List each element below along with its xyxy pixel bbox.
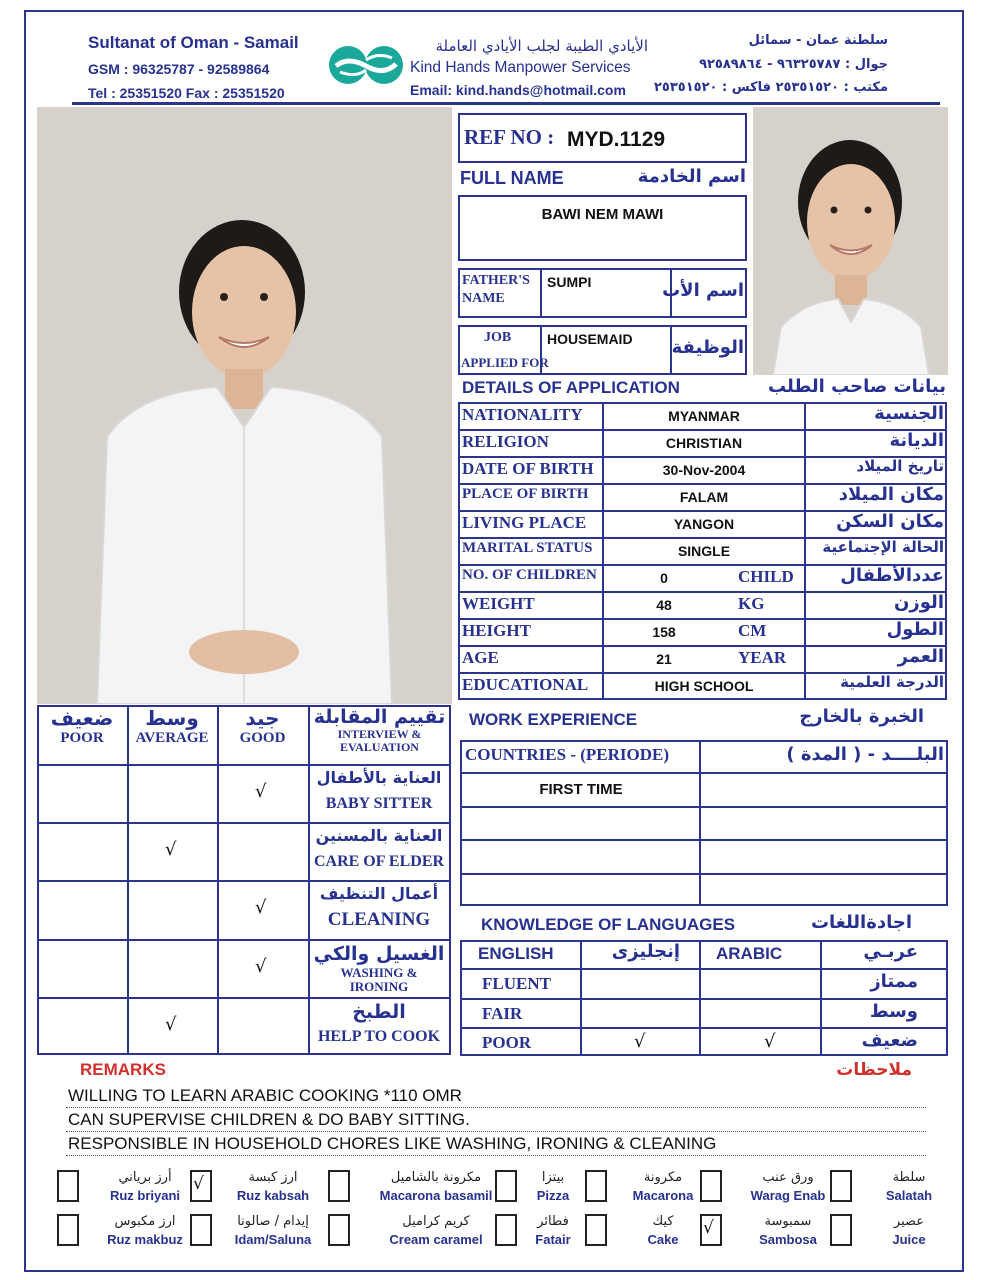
details-label-arabic: الديانة bbox=[889, 430, 944, 451]
details-label-arabic: الحالة الإجتماعية bbox=[822, 538, 944, 556]
details-label-arabic: العمر bbox=[897, 646, 944, 667]
food-label-arabic: بيتزا bbox=[541, 1170, 565, 1185]
father-label-arabic: اسم الأب bbox=[662, 280, 744, 301]
eval-row-divider bbox=[37, 939, 451, 941]
food-checkbox[interactable] bbox=[328, 1170, 350, 1202]
eval-header-divider bbox=[37, 764, 451, 766]
company-email: Email: kind.hands@hotmail.com bbox=[410, 82, 626, 98]
details-label: RELIGION bbox=[462, 432, 549, 451]
eval-skill-arabic: الطبخ bbox=[352, 1000, 406, 1023]
details-unit: YEAR bbox=[738, 648, 787, 667]
eval-skill-arabic: أعمال التنظيف bbox=[319, 884, 439, 904]
lang-level-label-arabic: وسط bbox=[869, 1001, 918, 1022]
details-value: HIGH SCHOOL bbox=[654, 678, 754, 694]
work-experience-title-arabic: الخبرة بالخارج bbox=[799, 706, 924, 727]
job-label-arabic: الوظيفة bbox=[671, 337, 744, 358]
lang-row-divider-2 bbox=[460, 998, 948, 1000]
eval-header-interview: تقييم المقابلة INTERVIEW & EVALUATION bbox=[313, 706, 446, 754]
food-label: Ruz makbuz bbox=[107, 1232, 183, 1247]
food-label: Warag Enab bbox=[750, 1188, 826, 1203]
father-name-value: SUMPI bbox=[547, 274, 592, 290]
applicant-full-photo bbox=[37, 107, 452, 704]
company-name-english: Kind Hands Manpower Services bbox=[410, 59, 631, 76]
company-name-arabic: الأيادي الطيبة لجلب الأيادي العاملة bbox=[435, 37, 648, 55]
lang-level-label: FLUENT bbox=[482, 974, 551, 993]
food-label-arabic: ورق عنب bbox=[762, 1170, 814, 1185]
food-checkbox[interactable] bbox=[328, 1214, 350, 1246]
details-label: HEIGHT bbox=[462, 621, 531, 640]
father-label-2: NAME bbox=[462, 291, 505, 306]
eval-row-divider bbox=[37, 997, 451, 999]
details-label: LIVING PLACE bbox=[462, 513, 587, 532]
food-label: Pizza bbox=[536, 1188, 570, 1203]
details-label-arabic: عددالأطفال bbox=[840, 565, 944, 586]
details-value: 0 bbox=[660, 570, 668, 586]
rating-check-icon: √ bbox=[165, 839, 177, 861]
details-value: 21 bbox=[656, 651, 672, 667]
eval-skill-label: CARE OF ELDER bbox=[313, 853, 445, 871]
full-name-box bbox=[458, 195, 747, 261]
header-right-line2: جوال : ٩٦٣٢٥٧٨٧ - ٩٢٥٨٩٨٦٤ bbox=[699, 57, 888, 72]
header-left-line2: GSM : 96325787 - 92589864 bbox=[88, 61, 270, 77]
lang-level-label: POOR bbox=[482, 1033, 532, 1052]
remark-line-2: CAN SUPERVISE CHILDREN & DO BABY SITTING. bbox=[68, 1110, 470, 1129]
rating-check-icon: √ bbox=[255, 955, 267, 977]
father-label-1: FATHER'S bbox=[462, 273, 530, 288]
father-divider-1 bbox=[540, 268, 542, 318]
food-label: Ruz kabsah bbox=[236, 1188, 310, 1203]
job-label-1: JOB bbox=[484, 330, 512, 345]
eval-skill-label: CLEANING bbox=[327, 909, 431, 931]
details-label-arabic: مكان الميلاد bbox=[838, 484, 944, 505]
header-left-line1: Sultanat of Oman - Samail bbox=[88, 33, 299, 52]
lang-level-label-arabic: ممتاز bbox=[870, 971, 918, 992]
details-label: WEIGHT bbox=[462, 594, 535, 613]
food-checkbox[interactable] bbox=[585, 1214, 607, 1246]
lang-arabic-label: ARABIC bbox=[716, 944, 783, 963]
food-label: Sambosa bbox=[759, 1232, 817, 1247]
details-value: 30-Nov-2004 bbox=[662, 462, 746, 478]
details-label: MARITAL STATUS bbox=[462, 540, 593, 556]
food-label-arabic: أرز برياني bbox=[118, 1170, 172, 1185]
eval-skill-arabic: الغسيل والكي bbox=[313, 942, 445, 965]
work-country-period: FIRST TIME bbox=[539, 781, 623, 798]
details-label-arabic: الوزن bbox=[894, 592, 944, 613]
details-unit: KG bbox=[738, 594, 765, 613]
food-checkbox[interactable] bbox=[57, 1170, 79, 1202]
header-right-line1: سلطنة عمان - سمائل bbox=[748, 33, 888, 48]
ref-number-value: MYD.1129 bbox=[567, 128, 666, 151]
eval-skill-label: WASHING & IRONING bbox=[340, 964, 418, 994]
food-label: Macarona bbox=[632, 1188, 694, 1203]
details-label: NO. OF CHILDREN bbox=[462, 567, 597, 583]
food-label: Ruz briyani bbox=[109, 1188, 181, 1203]
lang-row-divider-1 bbox=[460, 968, 948, 970]
remarks-label: REMARKS bbox=[80, 1060, 166, 1079]
full-name-label-arabic: اسم الخادمة bbox=[637, 166, 746, 187]
languages-title: KNOWLEDGE OF LANGUAGES bbox=[481, 915, 736, 934]
languages-title-arabic: اجادةاللغات bbox=[810, 912, 912, 933]
details-unit: CM bbox=[738, 621, 767, 640]
full-name-label: FULL NAME bbox=[460, 168, 564, 188]
rating-check-icon: √ bbox=[255, 781, 267, 802]
food-checkbox[interactable] bbox=[495, 1214, 517, 1246]
details-label: AGE bbox=[462, 648, 499, 667]
details-label: NATIONALITY bbox=[462, 405, 583, 424]
work-row-divider bbox=[460, 806, 948, 808]
lang-english-label: ENGLISH bbox=[478, 944, 554, 963]
details-value: CHRISTIAN bbox=[665, 435, 743, 451]
lang-english-label-arabic: إنجليزى bbox=[611, 941, 680, 962]
work-experience-title: WORK EXPERIENCE bbox=[469, 710, 638, 729]
work-col-countries: COUNTRIES - (PERIODE) bbox=[465, 745, 670, 764]
lang-level-label-arabic: ضعيف bbox=[861, 1030, 918, 1051]
header-divider bbox=[72, 102, 940, 105]
details-value: FALAM bbox=[679, 489, 729, 505]
eval-skill-label: BABY SITTER bbox=[325, 795, 433, 812]
eval-header-average: وسط AVERAGE bbox=[135, 706, 209, 746]
food-checkbox[interactable] bbox=[495, 1170, 517, 1202]
header-left-line3: Tel : 25351520 Fax : 25351520 bbox=[88, 85, 285, 101]
applicant-portrait-photo bbox=[753, 107, 948, 375]
work-row-divider bbox=[460, 873, 948, 875]
food-checkbox[interactable] bbox=[585, 1170, 607, 1202]
food-checkbox[interactable] bbox=[700, 1170, 722, 1202]
job-value: HOUSEMAID bbox=[547, 331, 633, 347]
details-value: SINGLE bbox=[677, 543, 731, 559]
food-label-arabic: سمبوسة bbox=[764, 1214, 812, 1229]
details-title-arabic: بيانات صاحب الطلب bbox=[767, 376, 946, 397]
lang-row-divider-3 bbox=[460, 1027, 948, 1029]
details-value: 48 bbox=[656, 597, 672, 613]
work-col-arabic: البلــــد - ( المدة ) bbox=[786, 744, 944, 765]
food-label: Juice bbox=[892, 1232, 926, 1247]
eval-skill-arabic: العناية بالأطفال bbox=[316, 768, 442, 787]
details-label-arabic: الدرجة العلمية bbox=[840, 673, 944, 691]
food-label: Salatah bbox=[885, 1188, 933, 1203]
eval-skill-arabic: العناية بالمسنين bbox=[315, 826, 443, 846]
food-label: Fatair bbox=[535, 1232, 571, 1247]
header bbox=[0, 0, 990, 105]
food-label-arabic: مكرونة bbox=[643, 1170, 683, 1185]
rating-check-icon: √ bbox=[255, 897, 267, 919]
remarks-label-arabic: ملاحظات bbox=[836, 1060, 912, 1080]
details-label: PLACE OF BIRTH bbox=[462, 486, 589, 502]
remark-rule-2 bbox=[66, 1131, 926, 1132]
remark-line-3: RESPONSIBLE IN HOUSEHOLD CHORES LIKE WASHING, IRONING & CLEANING bbox=[68, 1134, 717, 1153]
eval-header-poor: ضعيف POOR bbox=[50, 706, 114, 746]
food-label-arabic: مكرونة بالشاميل bbox=[390, 1170, 482, 1185]
food-label-arabic: عصير bbox=[893, 1214, 925, 1229]
lang-level-label: FAIR bbox=[482, 1004, 523, 1023]
food-checkbox[interactable] bbox=[190, 1214, 212, 1246]
lang-arabic-check-icon: √ bbox=[764, 1031, 776, 1052]
food-label-arabic: كيك bbox=[652, 1214, 674, 1229]
food-label-arabic: ارز كبسة bbox=[248, 1170, 298, 1185]
food-label-arabic: سلطة bbox=[892, 1170, 926, 1185]
eval-row-divider bbox=[37, 880, 451, 882]
food-label-arabic: إيدام / صالونا bbox=[237, 1214, 309, 1229]
details-label-arabic: تاريخ الميلاد bbox=[856, 457, 944, 475]
details-label: EDUCATIONAL bbox=[462, 675, 589, 694]
work-header-divider bbox=[460, 772, 948, 774]
food-label: Idam/Saluna bbox=[234, 1232, 312, 1247]
details-label-arabic: الجنسية bbox=[874, 403, 944, 424]
details-value: MYANMAR bbox=[668, 408, 740, 424]
full-name-value: BAWI NEM MAWI bbox=[541, 206, 664, 223]
eval-skill-label: HELP TO COOK bbox=[317, 1027, 441, 1045]
food-label-arabic: كريم كراميل bbox=[402, 1214, 470, 1229]
remark-rule-3 bbox=[66, 1155, 926, 1156]
food-label-arabic: ارز مكبوس bbox=[114, 1214, 176, 1229]
food-checkbox[interactable] bbox=[57, 1214, 79, 1246]
food-checkbox[interactable] bbox=[830, 1214, 852, 1246]
food-label: Cake bbox=[647, 1232, 679, 1247]
handshake-logo-icon bbox=[326, 44, 406, 86]
food-check-icon: √ bbox=[193, 1174, 204, 1194]
lang-english-check-icon: √ bbox=[634, 1031, 646, 1052]
remark-line-1: WILLING TO LEARN ARABIC COOKING *110 OMR bbox=[68, 1086, 462, 1105]
work-col-divider bbox=[699, 740, 701, 906]
details-value: 158 bbox=[652, 624, 676, 640]
food-label: Macarona basamil bbox=[379, 1188, 493, 1203]
food-check-icon: √ bbox=[703, 1218, 714, 1238]
remark-rule-1 bbox=[66, 1107, 926, 1108]
details-title: DETAILS OF APPLICATION bbox=[462, 378, 680, 397]
header-right-line3: مكتب : ٢٥٣٥١٥٢٠ فاكس : ٢٥٣٥١٥٢٠ bbox=[653, 80, 888, 95]
eval-header-good: جيد GOOD bbox=[239, 706, 286, 746]
job-label-2: APPLIED FOR bbox=[461, 355, 549, 370]
ref-number-label: REF NO : bbox=[464, 125, 555, 149]
food-checkbox[interactable] bbox=[830, 1170, 852, 1202]
details-label: DATE OF BIRTH bbox=[462, 459, 594, 478]
details-label-arabic: الطول bbox=[886, 619, 944, 640]
food-label-arabic: فطائر bbox=[537, 1214, 569, 1229]
lang-arabic-label-arabic: عربـي bbox=[863, 941, 918, 962]
work-row-divider bbox=[460, 839, 948, 841]
rating-check-icon: √ bbox=[165, 1013, 177, 1035]
details-value: YANGON bbox=[673, 516, 735, 532]
eval-row-divider bbox=[37, 822, 451, 824]
food-label: Cream caramel bbox=[389, 1232, 483, 1247]
details-label-arabic: مكان السكن bbox=[836, 511, 944, 532]
details-unit: CHILD bbox=[738, 567, 794, 586]
